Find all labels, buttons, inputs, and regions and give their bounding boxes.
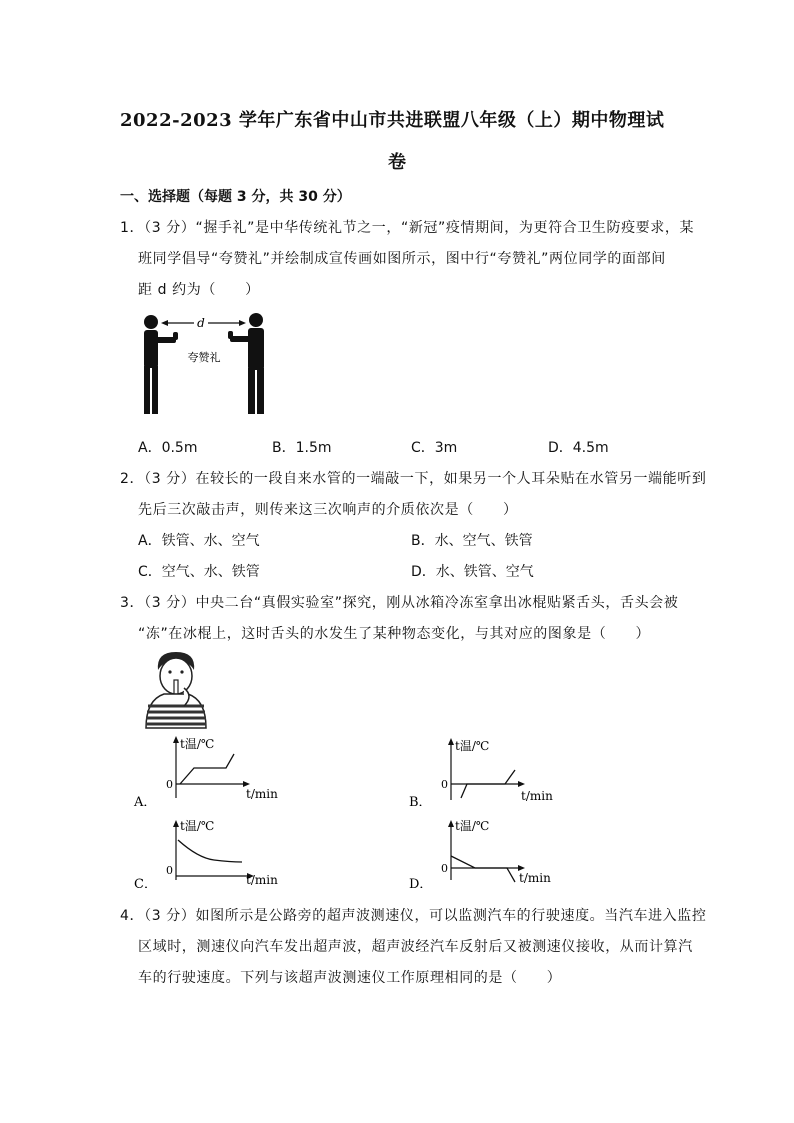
graph-b-origin: 0 xyxy=(441,778,448,791)
page-title-line1: 2022-2023 学年广东省中山市共进联盟八年级（上）期中物理试 xyxy=(120,110,665,131)
q2-line1: 2．（3 分）在较长的一段自来水管的一端敲一下，如果另一个人耳朵贴在水管另一端能听到 xyxy=(120,471,707,487)
q2-option-b[interactable]: B．水、空气、铁管 xyxy=(411,533,533,549)
q4-line3: 车的行驶速度。下列与该超声波测速仪工作原理相同的是（ ） xyxy=(138,970,562,986)
graph-c-xaxis: t/min xyxy=(246,873,278,887)
q1-line2: 班同学倡导“夸赞礼”并绘制成宣传画如图所示，图中行“夸赞礼”两位同学的面部间 xyxy=(138,251,666,267)
graph-b-label: B． xyxy=(409,795,432,806)
figure-caption: 夸赞礼 xyxy=(187,351,221,364)
right-person-silhouette xyxy=(228,313,264,414)
graph-a xyxy=(130,734,300,806)
graph-a-label: A． xyxy=(134,795,157,806)
q1-option-d[interactable]: D．4.5m xyxy=(548,440,609,456)
boy-illustration xyxy=(138,648,214,730)
graph-b-xaxis: t/min xyxy=(521,789,553,803)
distance-label: d xyxy=(197,316,205,330)
q4-line2: 区域时，测速仪向汽车发出超声波，超声波经汽车反射后又被测速仪接收，从而计算汽 xyxy=(138,939,693,955)
q1-option-b[interactable]: B．1.5m xyxy=(272,440,332,456)
q2-option-c[interactable]: C．空气、水、铁管 xyxy=(138,564,260,580)
graph-d-origin: 0 xyxy=(441,862,448,875)
page-title-line2: 卷 xyxy=(388,152,407,173)
graph-c-origin: 0 xyxy=(166,864,173,877)
q2-option-d[interactable]: D．水、铁管、空气 xyxy=(411,564,534,580)
q3-line1: 3．（3 分）中央二台“真假实验室”探究，刚从冰箱冷冻室拿出冰棍贴紧舌头，舌头会被 xyxy=(120,595,679,611)
q1-line1: 1．（3 分）“握手礼”是中华传统礼节之一，“新冠”疫情期间，为更符合卫生防疫要求，某 xyxy=(120,220,695,236)
graph-a-origin: 0 xyxy=(166,778,173,791)
q1-figure xyxy=(130,306,290,418)
graph-b xyxy=(405,734,575,806)
graph-d-yaxis: t温/℃ xyxy=(455,819,490,833)
q4-line1: 4．（3 分）如图所示是公路旁的超声波测速仪，可以监测汽车的行驶速度。当汽车进入监控 xyxy=(120,908,707,924)
q1-option-c[interactable]: C．3m xyxy=(411,440,458,456)
graph-c-yaxis: t温/℃ xyxy=(180,819,215,833)
graph-d-label: D． xyxy=(409,877,433,888)
graph-c xyxy=(130,816,300,888)
q1-option-a[interactable]: A．0.5m xyxy=(138,440,198,456)
q2-option-a[interactable]: A．铁管、水、空气 xyxy=(138,533,260,549)
section-heading: 一、选择题（每题 3 分，共 30 分） xyxy=(120,189,351,205)
graph-a-xaxis: t/min xyxy=(246,787,278,801)
q3-line2: “冻”在冰棍上，这时舌头的水发生了某种物态变化，与其对应的图象是（ ） xyxy=(138,626,651,642)
graph-a-yaxis: t温/℃ xyxy=(180,737,215,751)
left-person-silhouette xyxy=(144,315,178,414)
graph-d-xaxis: t/min xyxy=(519,871,551,885)
q2-line2: 先后三次敲击声，则传来这三次响声的介质依次是（ ） xyxy=(138,502,518,518)
graph-d xyxy=(405,816,575,888)
graph-b-yaxis: t温/℃ xyxy=(455,739,490,753)
graph-c-label: C． xyxy=(134,877,157,888)
q1-line3: 距 d 约为（ ） xyxy=(138,282,260,298)
